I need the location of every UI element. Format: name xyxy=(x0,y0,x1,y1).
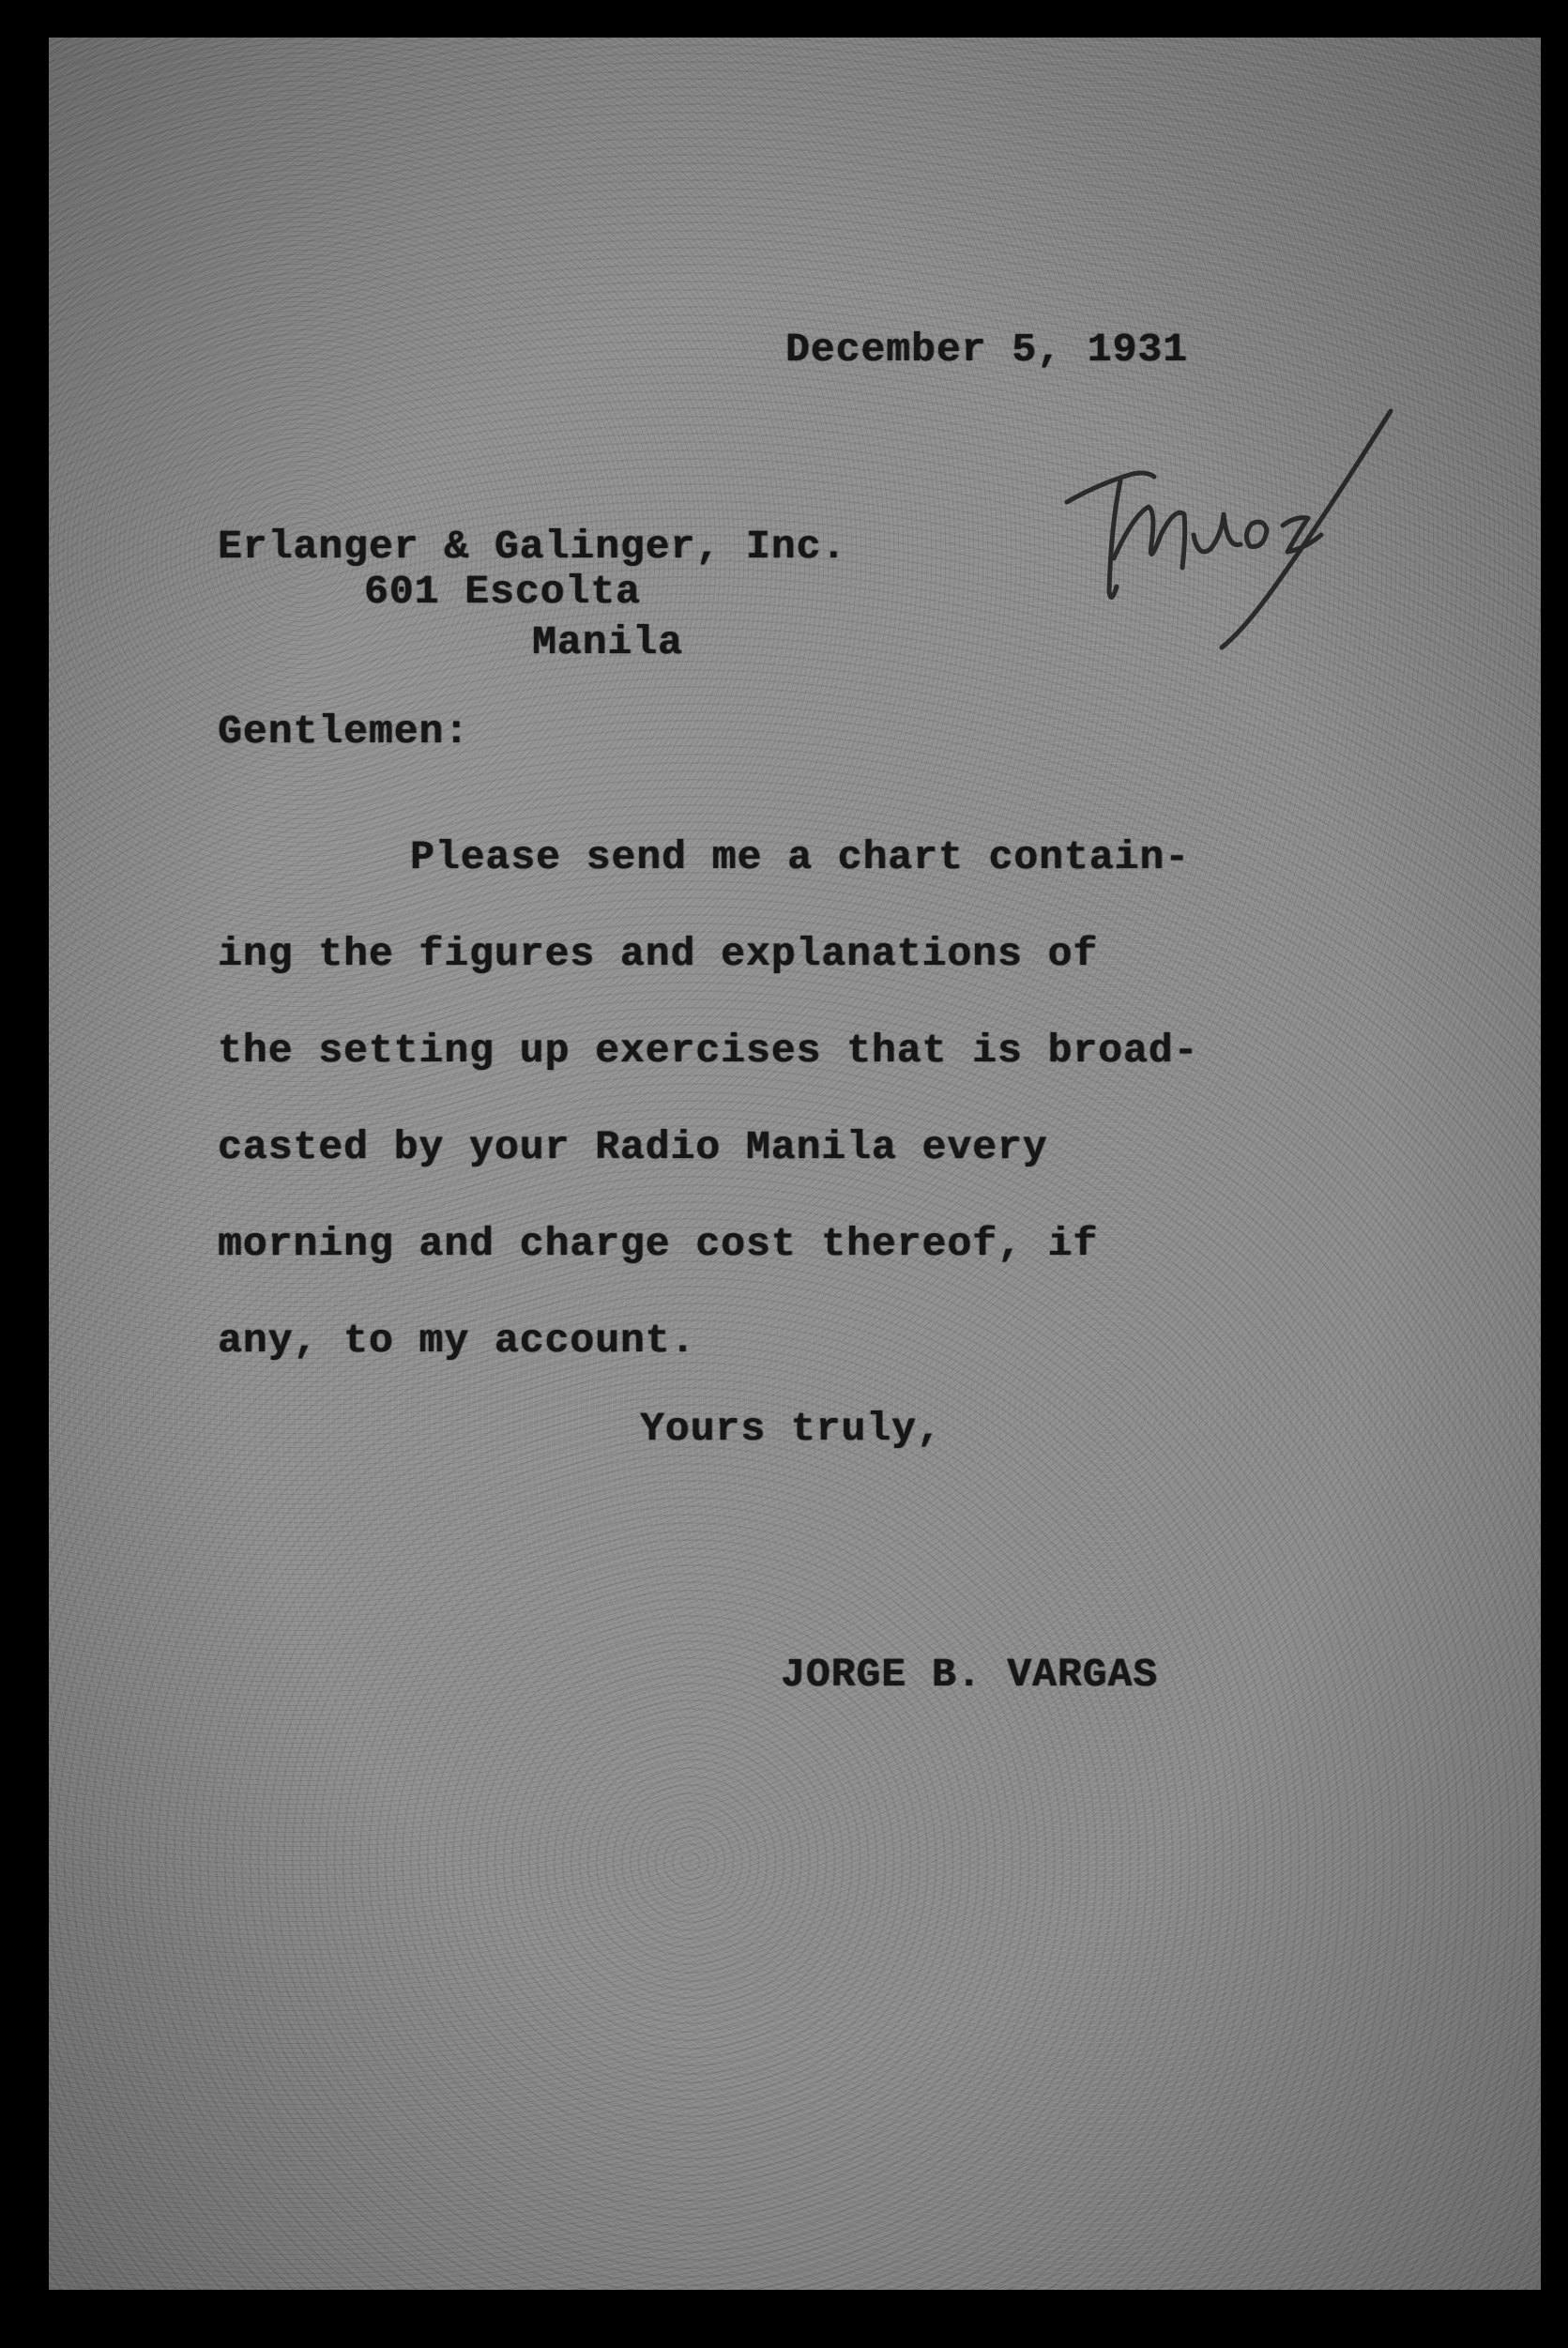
body-line: Please send me a chart contain- xyxy=(410,834,1190,880)
closing: Yours truly, xyxy=(640,1406,942,1452)
signer-name: JORGE B. VARGAS xyxy=(781,1652,1159,1698)
body-line: casted by your Radio Manila every xyxy=(218,1124,1048,1170)
body-line: morning and charge cost thereof, if xyxy=(218,1221,1099,1267)
recipient-street: 601 Escolta xyxy=(364,569,641,615)
salutation: Gentlemen: xyxy=(218,709,470,755)
recipient-city: Manila xyxy=(532,619,683,665)
handwritten-initials-icon xyxy=(1043,394,1400,704)
recipient-name: Erlanger & Galinger, Inc. xyxy=(218,524,847,570)
letter-page xyxy=(49,38,1541,2290)
letter-date: December 5, 1931 xyxy=(785,327,1188,373)
body-line: the setting up exercises that is broad- xyxy=(218,1028,1199,1074)
letter-body xyxy=(218,809,1198,1389)
body-line: any, to my account. xyxy=(218,1318,696,1364)
body-line: ing the figures and explanations of xyxy=(218,931,1099,977)
